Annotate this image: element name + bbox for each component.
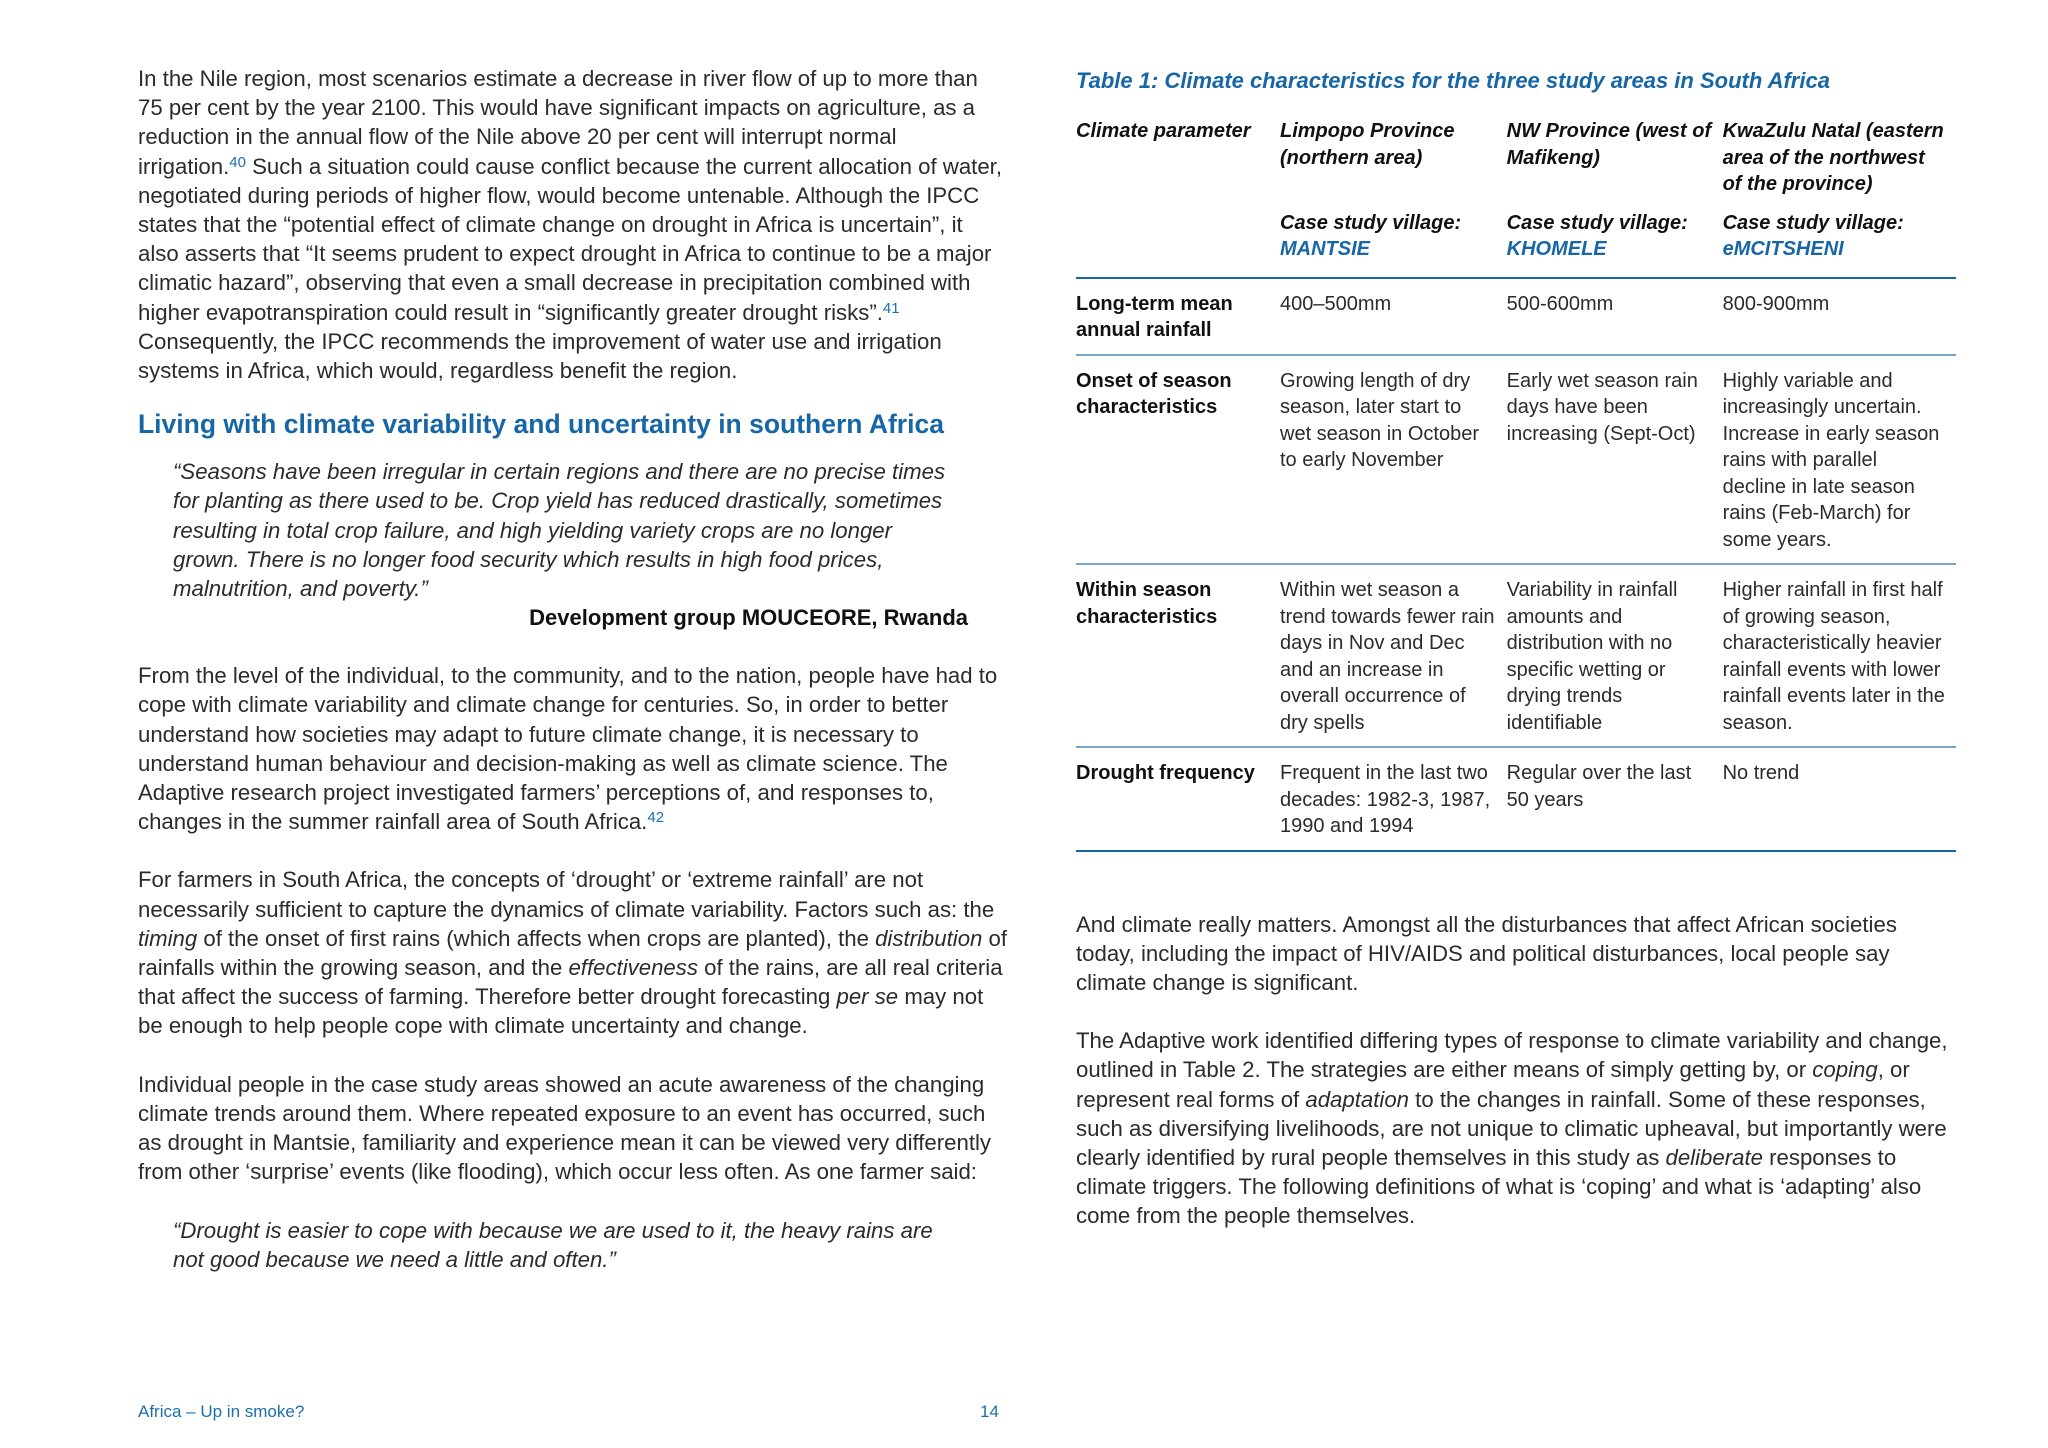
quote-rwanda: “Seasons have been irregular in certain regions and there are no precise times for planting as there used to be. Crop yield has reduced drastically, sometimes resulting in total crop failure, and high yielding variety crops are no longer grown. There is no longer food security which results in high food prices, malnutrition, and poverty.” (173, 459, 946, 602)
table-header-row (1076, 118, 1956, 198)
village-label: Case study village: (1722, 211, 1904, 234)
emphasis: timing (138, 925, 198, 951)
village-cell (1507, 198, 1723, 278)
text: In the Nile region, most scenarios estimate a decrease in river flow of up to more than 75 per cent by the year 2100. This would have significant impacts on agriculture, as a reduction in the annual flow of the Nile above 20 per cent will interrupt normal irrigation. (138, 66, 978, 179)
emphasis: deliberate (1665, 1144, 1763, 1170)
value-cell: Growing length of dry season, later start to wet season in October to early November (1280, 369, 1479, 471)
param-cell: Drought frequency (1076, 762, 1255, 784)
text: responses to climate triggers. The following definitions of what is ‘coping’ and what is ‘adapting’ also come from the people themselves. (1076, 1144, 1922, 1229)
village-cell (1280, 198, 1507, 278)
table-row (1076, 355, 1956, 565)
text: of the rains, are all real criteria that affect the success of farming. Therefore better drought forecasting (138, 955, 1003, 1010)
paragraph-climate-matters: And climate really matters. Amongst all the disturbances that affect African societies today, including the impact of HIV/AIDS and political disturbances, local people say climate change is significant. (1076, 911, 1897, 995)
village-name: eMCITSHENI (1722, 238, 1844, 260)
value-cell: 800-900mm (1722, 292, 1830, 315)
footnote-ref-40[interactable]: 40 (229, 153, 246, 171)
paragraph-awareness: Individual people in the case study areas showed an acute awareness of the changing climate trends around them. Where repeated exposure to an event has occurred, such as drought in Mantsie, familiarity and experience mean it can be viewed very differently from other ‘surprise’ events (like flooding), which occur less often. As one farmer said: (138, 1071, 992, 1185)
header-cell: Climate parameter (1076, 120, 1251, 142)
village-name: KHOMELE (1506, 238, 1607, 260)
paragraph-adaptive-work (1076, 1026, 1956, 1230)
value-cell: 400–500mm (1280, 292, 1392, 315)
left-column (138, 64, 1008, 1274)
text: of rainfalls within the growing season, and the (138, 925, 1008, 981)
header-cell: Limpopo Province (northern area) (1280, 120, 1455, 169)
quote-attribution: Development group MOUCEORE, Rwanda (529, 605, 968, 631)
paragraph-nile (138, 64, 1008, 385)
value-cell: Frequent in the last two decades: 1982-3, 1987, 1990 and 1994 (1280, 762, 1491, 837)
value-cell: Early wet season rain days have been increasing (Sept-Oct) (1506, 369, 1698, 445)
value-cell: No trend (1722, 762, 1800, 784)
paragraph-farmers (138, 865, 1008, 1040)
param-cell: Within season characteristics (1076, 579, 1218, 628)
page-number: 14 (980, 1402, 999, 1421)
table-village-row (1076, 198, 1956, 278)
text: , or represent real forms of (1076, 1057, 1910, 1112)
emphasis: coping (1812, 1057, 1878, 1083)
village-label: Case study village: (1280, 211, 1462, 234)
climate-table (1076, 118, 1956, 852)
footer-title: Africa – Up in smoke? (138, 1402, 305, 1421)
text: Such a situation could cause conflict because the current allocation of water, negotiated during periods of higher flow, would become untenable. Although the IPCC states that the “potential effect of climate change on drought in Africa is uncertain”, it also asserts that “It seems prudent to expect drought in Africa to continue to be a major climatic hazard”, observing that even a small decrease in precipitation combined with higher evapotranspiration could result in “significantly greater drought risks”. (138, 153, 1003, 325)
text: The Adaptive work identified differing types of response to climate variability and change, outlined in Table 2. The strategies are either means of simply getting by, or (1076, 1028, 1948, 1083)
value-cell: Regular over the last 50 years (1506, 762, 1692, 811)
table-title: Table 1: Climate characteristics for the three study areas in South Africa (1076, 68, 1830, 93)
emphasis: adaptation (1305, 1086, 1410, 1112)
right-column (1076, 64, 1956, 1231)
header-cell: NW Province (west of Mafikeng) (1506, 120, 1712, 169)
emphasis: distribution (875, 925, 983, 951)
table-row (1076, 564, 1956, 747)
value-cell: Highly variable and increasingly uncertain. Increase in early season rains with parallel decline in late season rains (Feb-March) for some years. (1722, 369, 1940, 551)
section-heading: Living with climate variability and uncertainty in southern Africa (138, 409, 944, 440)
text: to the changes in rainfall. Some of these responses, such as diversifying livelihoods, are not unique to climatic upheaval, but importantly were clearly identified by rural people themselves in this study as (1076, 1086, 1947, 1170)
param-cell: Onset of season characteristics (1076, 369, 1232, 418)
header-cell: KwaZulu Natal (eastern area of the northwest of the province) (1722, 120, 1944, 195)
value-cell: 500-600mm (1506, 292, 1614, 315)
footnote-ref-42[interactable]: 42 (647, 809, 665, 827)
emphasis: effectiveness (568, 955, 698, 981)
text: From the level of the individual, to the community, and to the nation, people have had to cope with climate variability and climate change for centuries. So, in order to better understand how societies may adapt to future climate change, it is necessary to understand human behaviour and decision-making as well as climate science. The Adaptive research project investigated farmers’ perceptions of, and responses to, changes in the summer rainfall area of South Africa. (138, 663, 998, 835)
quote-farmer: “Drought is easier to cope with because we are used to it, the heavy rains are not good because we need a little and often.” (173, 1217, 933, 1272)
value-cell: Higher rainfall in first half of growing season, characteristically heavier rainfall events with lower rainfall events later in the season. (1722, 579, 1945, 734)
table-row (1076, 278, 1956, 355)
text: For farmers in South Africa, the concepts of ‘drought’ or ‘extreme rainfall’ are not necessarily sufficient to capture the dynamics of climate variability. Factors such as: the (138, 867, 995, 922)
emphasis: per se (836, 984, 899, 1010)
empty-cell (1076, 198, 1280, 278)
text: of the onset of first rains (which affects when crops are planted), the (197, 925, 876, 951)
value-cell: Variability in rainfall amounts and distribution with no specific wetting or drying trends identifiable (1506, 579, 1678, 734)
value-cell: Within wet season a trend towards fewer rain days in Nov and Dec and an increase in overall occurrence of dry spells (1280, 579, 1495, 734)
village-cell (1723, 198, 1956, 278)
text: Consequently, the IPCC recommends the improvement of water use and irrigation systems in Africa, which would, regardless benefit the region. (138, 328, 942, 384)
village-name: MANTSIE (1280, 238, 1370, 260)
village-label: Case study village: (1506, 211, 1688, 234)
param-cell: Long-term mean annual rainfall (1076, 292, 1233, 341)
table-row (1076, 747, 1956, 851)
paragraph-individual (138, 661, 1008, 836)
footnote-ref-41[interactable]: 41 (882, 299, 900, 317)
text: may not be enough to help people cope with climate uncertainty and change. (138, 984, 984, 1039)
